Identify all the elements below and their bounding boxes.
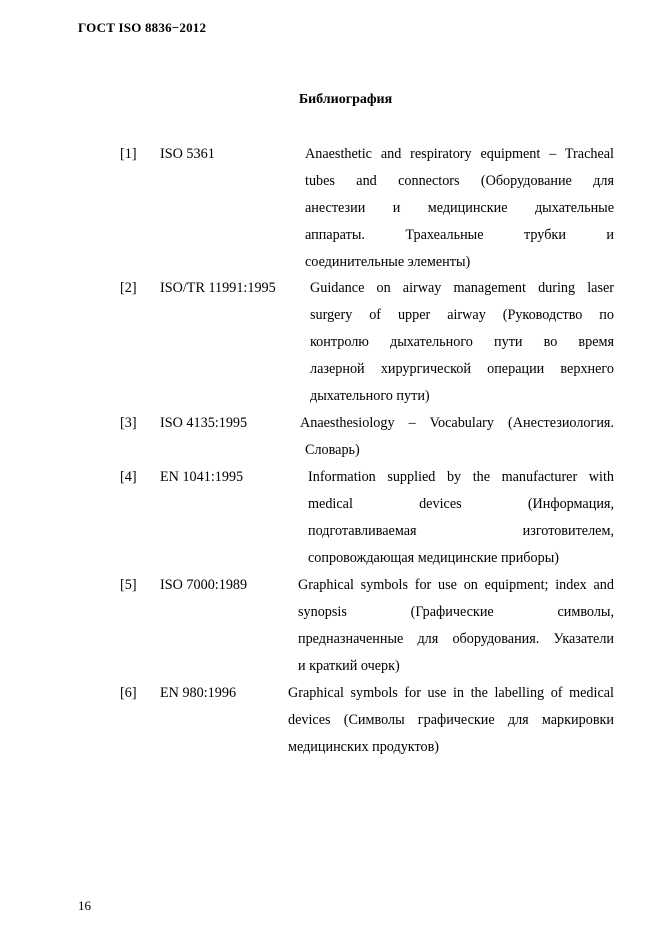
page-number: 16 (78, 898, 91, 913)
entry-code: EN 980:1996 (160, 685, 237, 701)
page-title-text: Библиография (298, 92, 393, 107)
entry-number: [1] (120, 146, 137, 162)
description-line: Словарь) (305, 442, 360, 458)
description-line: медицинских продуктов) (288, 739, 440, 755)
description-line: сопровождающая медицинские приборы) (308, 550, 559, 566)
page-title (0, 92, 661, 108)
entry-number: [5] (120, 577, 137, 593)
description-line: Anaesthesiology – Vocabulary (Анестезиология. (300, 415, 614, 431)
entry-number: [3] (120, 415, 137, 431)
entry-code: ISO 4135:1995 (160, 415, 248, 431)
description-line: подготавливаемая изготовителем, (308, 523, 614, 539)
description-line: аппараты. Трахеальные трубки и (305, 227, 614, 243)
description-line: Graphical symbols for use on equipment; index and (298, 577, 614, 593)
description-line: Graphical symbols for use in the labelling of medical (288, 685, 614, 701)
entry-code: ISO 7000:1989 (160, 577, 248, 593)
description-line: контролю дыхательного пути во время (310, 334, 614, 350)
description-line: medical devices (Информация, (308, 496, 614, 512)
description-line: synopsis (Графические символы, (298, 604, 614, 620)
description-line: анестезии и медицинские дыхательные (305, 200, 614, 216)
description-line: devices (Символы графические для маркировки (288, 712, 614, 728)
entry-description (288, 680, 614, 761)
description-line: соединительные элементы) (305, 254, 471, 270)
description-line: и краткий очерк) (298, 658, 400, 674)
entry-description (300, 410, 614, 464)
description-line: дыхательного пути) (310, 388, 430, 404)
entry-description (298, 572, 614, 680)
entry-description (305, 141, 614, 276)
entry-number: [2] (120, 280, 137, 296)
description-line: лазерной хирургической операции верхнего (310, 361, 614, 377)
description-line: Guidance on airway management during laser (310, 280, 614, 296)
entry-code: EN 1041:1995 (160, 469, 244, 485)
entry-code: ISO/TR 11991:1995 (160, 280, 276, 296)
entry-number: [6] (120, 685, 137, 701)
description-line: предназначенные для оборудования. Указатели (298, 631, 614, 647)
entry-code: ISO 5361 (160, 146, 215, 162)
document-header: ГОСТ ISO 8836−2012 (78, 20, 207, 35)
entry-description (310, 275, 614, 410)
entry-number: [4] (120, 469, 137, 485)
description-line: surgery of upper airway (Руководство по (310, 307, 614, 323)
description-line: Information supplied by the manufacturer with (308, 469, 614, 485)
description-line: Anaesthetic and respiratory equipment – Tracheal (305, 146, 614, 162)
description-line: tubes and connectors (Оборудование для (305, 173, 614, 189)
entry-description (308, 464, 614, 572)
